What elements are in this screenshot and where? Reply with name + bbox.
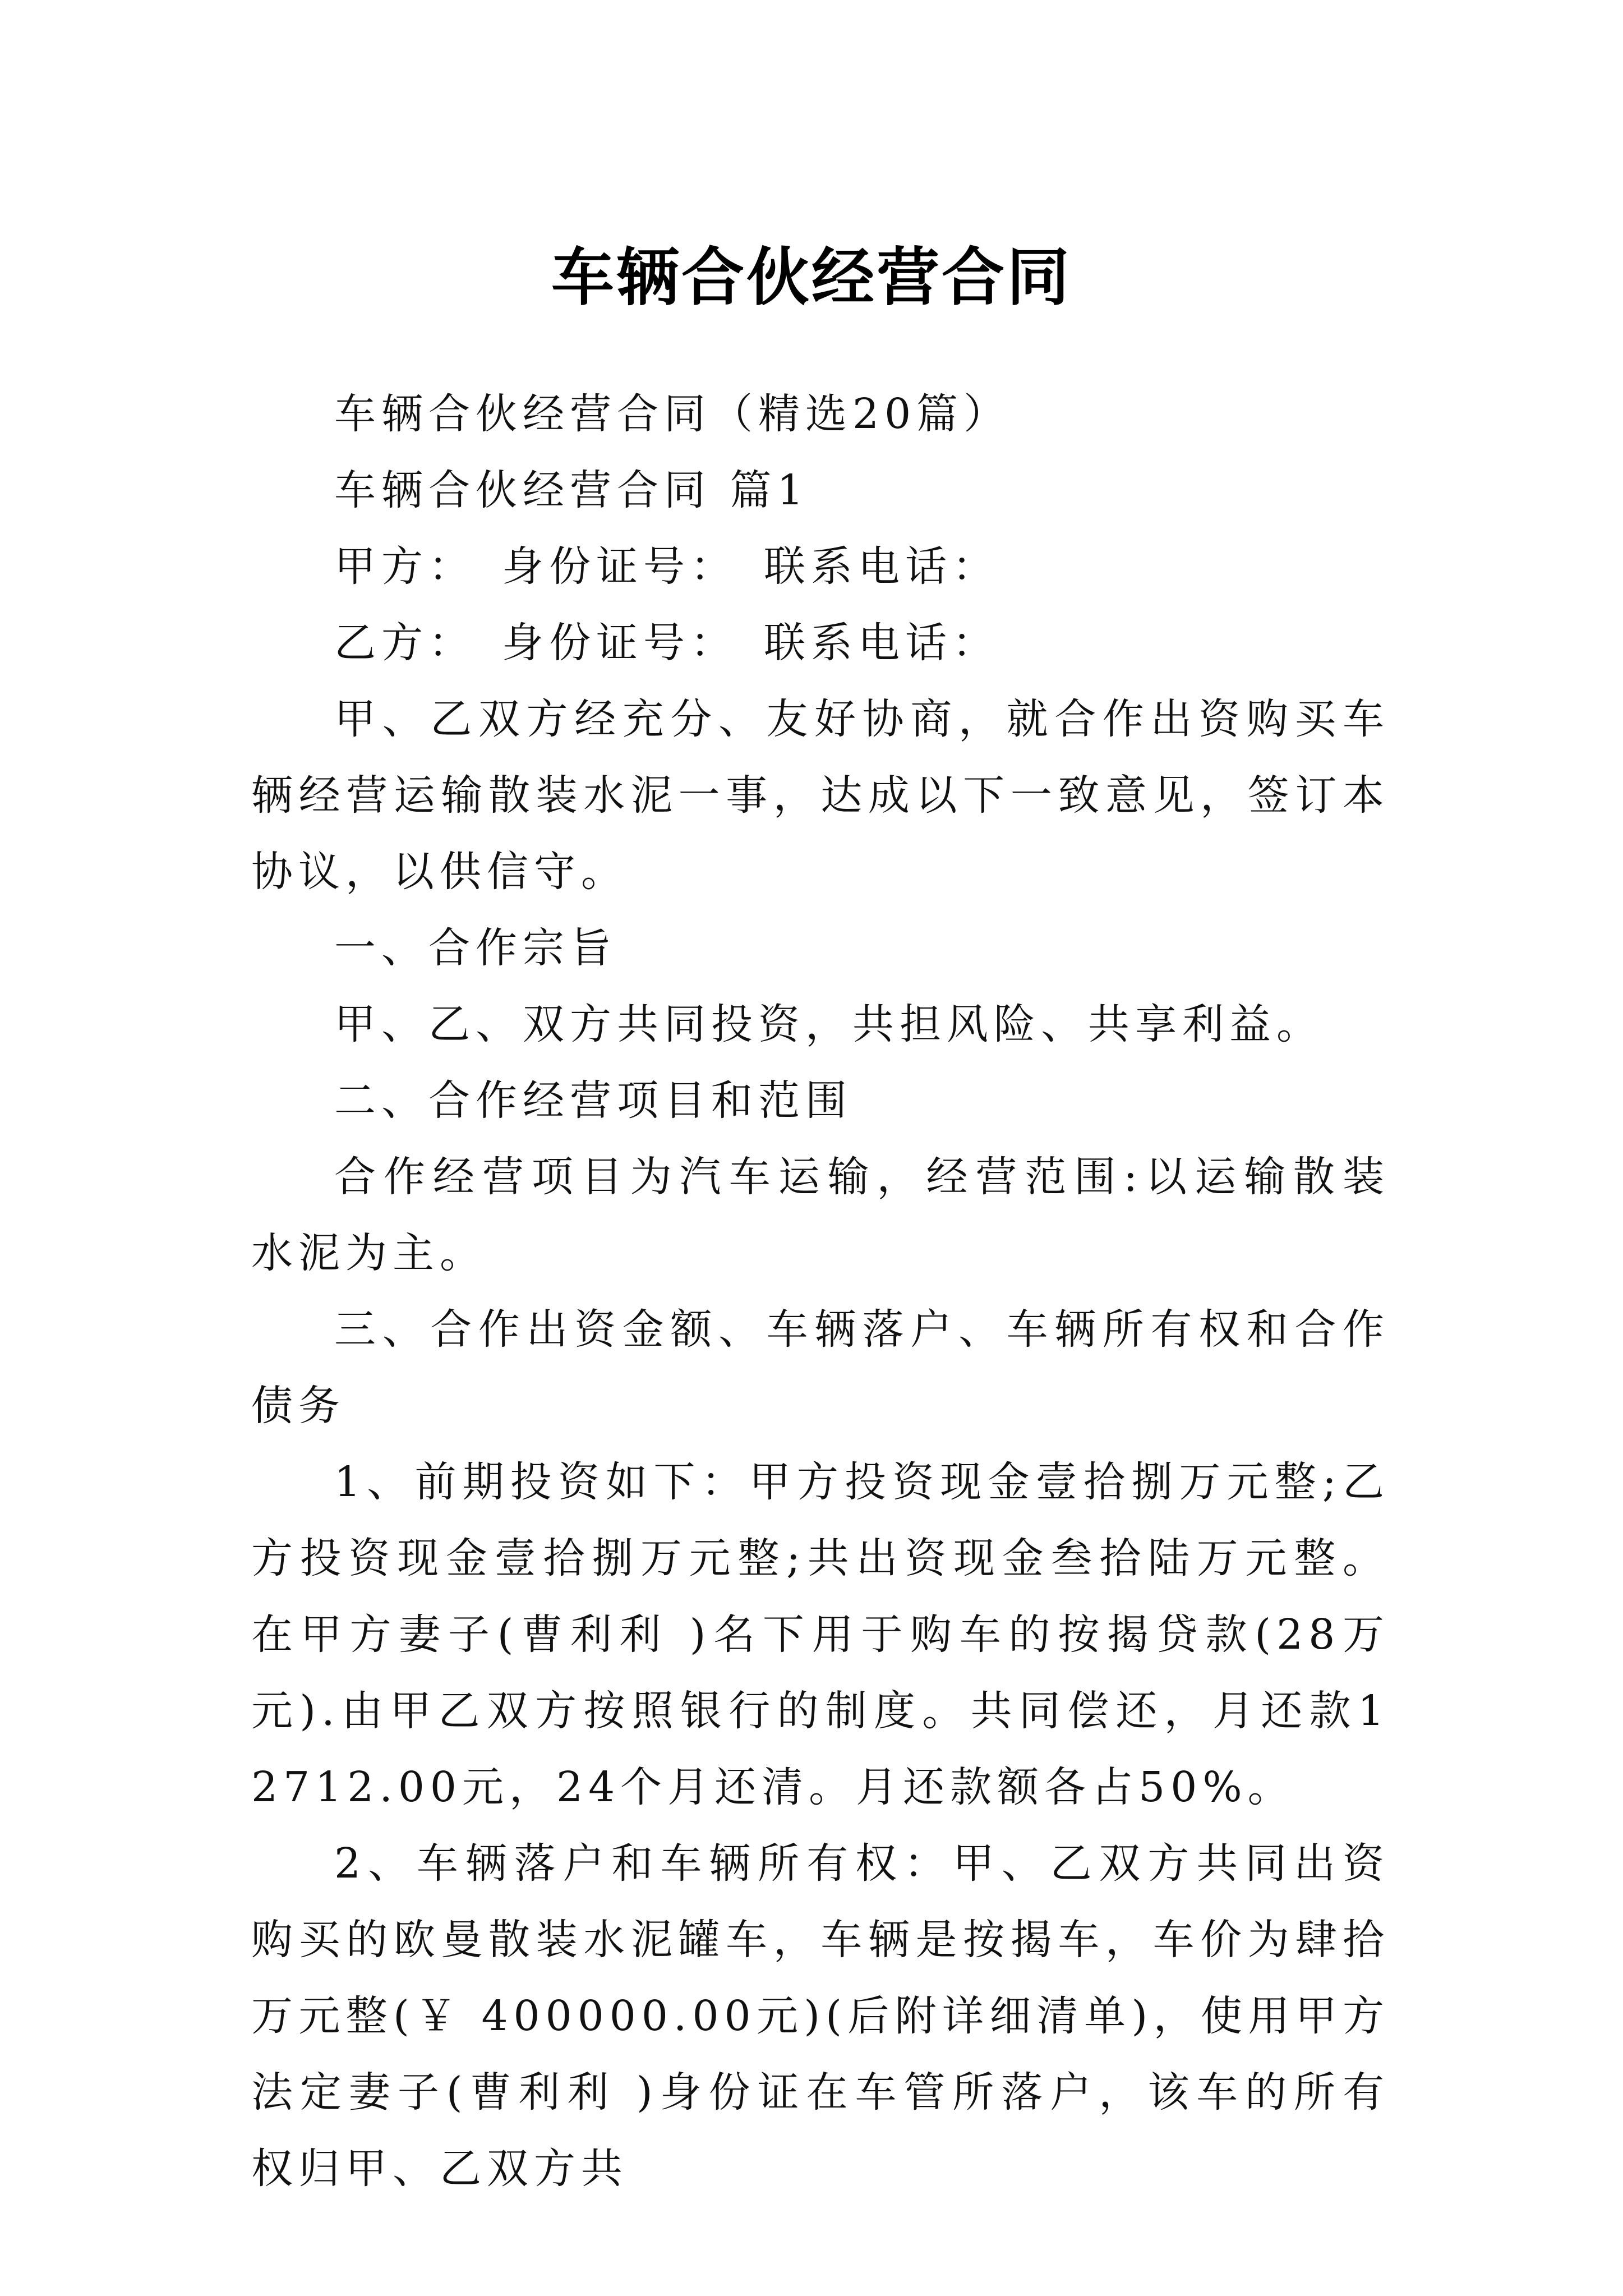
clause-text-1: 甲、乙、双方共同投资，共担风险、共享利益。 bbox=[334, 1000, 1324, 1048]
clause-text-2: 合作经营项目为汽车运输，经营范围:以运输散装水泥为主。 bbox=[251, 1153, 1390, 1277]
intro-paragraph: 甲、乙双方经充分、友好协商，就合作出资购买车辆经营运输散装水泥一事，达成以下一致意见，签订本协议，以供信守。 bbox=[251, 695, 1390, 896]
section-heading-paragraph: 车辆合伙经营合同 篇1 bbox=[334, 466, 809, 514]
clause-heading-1: 一、合作宗旨 bbox=[334, 924, 617, 972]
subtitle-paragraph: 车辆合伙经营合同（精选20篇） bbox=[334, 390, 1011, 438]
clause-heading-3: 三、合作出资金额、车辆落户、车辆所有权和合作债务 bbox=[251, 1305, 1390, 1430]
document-body bbox=[251, 376, 1390, 2207]
document-title: 车辆合伙经营合同 bbox=[551, 241, 1072, 315]
party-b-line: 乙方： 身份证号： 联系电话： bbox=[334, 619, 999, 667]
party-a-line: 甲方： 身份证号： 联系电话： bbox=[334, 542, 999, 591]
clause-heading-2: 二、合作经营项目和范围 bbox=[334, 1076, 852, 1125]
clause-text-3-item-2: 2、车辆落户和车辆所有权：甲、乙双方共同出资购买的欧曼散装水泥罐车，车辆是按揭车，车价为肆拾万元整(￥ 400000.00元)(后附详细清单)，使用甲方法定妻子(曹利利 )身份证在车管所落户，该车的所有权归甲、乙双方共 bbox=[251, 1839, 1390, 2193]
clause-text-3-item-1: 1、前期投资如下：甲方投资现金壹拾捌万元整;乙方投资现金壹拾捌万元整;共出资现金叁拾陆万元整。在甲方妻子(曹利利 )名下用于购车的按揭贷款(28万元).由甲乙双方按照银行的制度。共同偿还，月还款12712.00元，24个月还清。月还款额各占50%。 bbox=[251, 1458, 1390, 1811]
